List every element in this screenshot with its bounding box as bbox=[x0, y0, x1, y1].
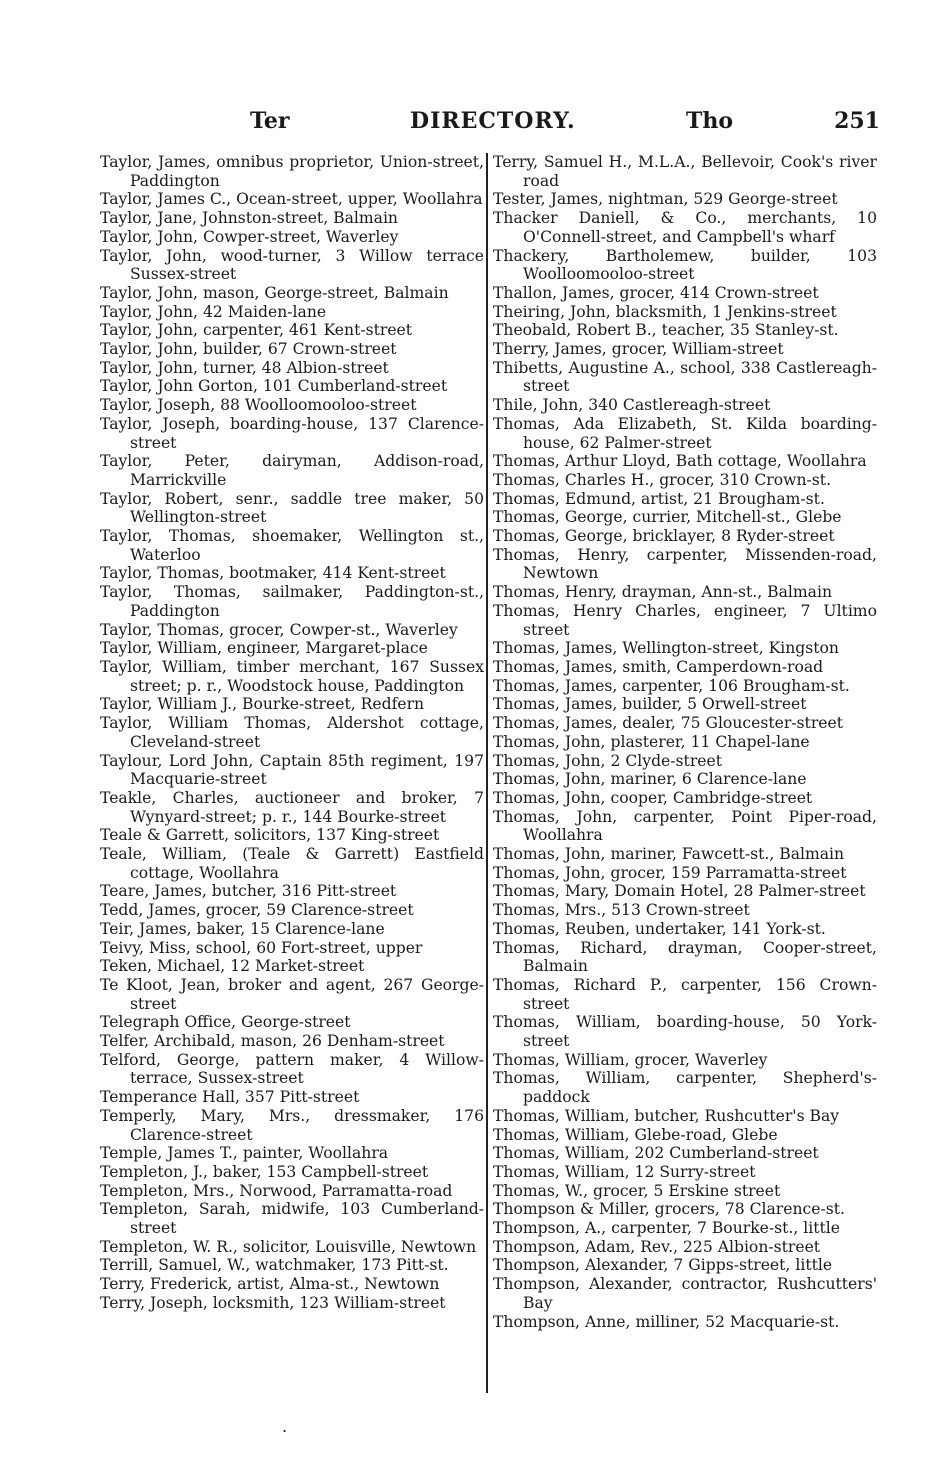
page-number: 251 bbox=[834, 108, 880, 134]
directory-entry: Thomas, W., grocer, 5 Erskine street bbox=[493, 1181, 781, 1200]
header-title: DIRECTORY. bbox=[410, 108, 576, 134]
directory-entry: Thomas, William, butcher, Rushcutter's Bay bbox=[493, 1106, 840, 1125]
page-header bbox=[100, 108, 880, 144]
directory-entry: Thomas, Edmund, artist, 21 Brougham-st. bbox=[493, 489, 825, 508]
directory-entry: Thomas, George, bricklayer, 8 Ryder-street bbox=[493, 527, 835, 546]
directory-entry: Tester, James, nightman, 529 George-street bbox=[493, 190, 838, 209]
directory-entry: Thomas, William, grocer, Waverley bbox=[493, 1050, 768, 1069]
right-column bbox=[493, 153, 877, 1331]
directory-entry: Teakle, Charles, auctioneer and broker, 7 Wynyard-street; p. r., 144 Bourke-street bbox=[100, 788, 484, 826]
directory-entry: Taylor, Robert, senr., saddle tree maker, 50 Wellington-street bbox=[100, 489, 484, 527]
directory-entry: Taylor, John, carpenter, 461 Kent-street bbox=[100, 321, 413, 340]
directory-entry: Taylor, William, engineer, Margaret-place bbox=[100, 639, 428, 658]
directory-entry: Thomas, Henry, drayman, Ann-st., Balmain bbox=[493, 583, 833, 602]
directory-entry: Teale, William, (Teale & Garrett) Eastfield cottage, Woollahra bbox=[100, 845, 484, 882]
directory-entry: Taylor, James, omnibus proprietor, Union-street, Paddington bbox=[100, 153, 484, 190]
directory-entry: Thomas, William, boarding-house, 50 York-street bbox=[493, 1013, 877, 1051]
directory-entry: Thomas, James, smith, Camperdown-road bbox=[493, 657, 824, 676]
directory-entry: Telford, George, pattern maker, 4 Willow-terrace, Sussex-street bbox=[100, 1050, 484, 1088]
directory-entry: Thomas, James, dealer, 75 Gloucester-street bbox=[493, 714, 843, 733]
directory-entry: Thomas, Charles H., grocer, 310 Crown-st. bbox=[493, 470, 832, 489]
directory-entry: Thompson, Adam, Rev., 225 Albion-street bbox=[493, 1237, 821, 1256]
directory-entry: Taylor, John, 42 Maiden-lane bbox=[100, 302, 327, 321]
directory-entry: Thile, John, 340 Castlereagh-street bbox=[493, 396, 771, 415]
directory-entry: Thomas, William, 12 Surry-street bbox=[493, 1162, 756, 1181]
directory-entry: Therry, James, grocer, William-street bbox=[493, 340, 784, 359]
directory-entry: Thomas, William, Glebe-road, Glebe bbox=[493, 1125, 778, 1144]
header-right-word: Tho bbox=[686, 108, 734, 134]
footer-mark: . bbox=[282, 1417, 288, 1436]
directory-entry: Taylor, John, mason, George-street, Balmain bbox=[100, 283, 449, 302]
directory-entry: Taylor, William Thomas, Aldershot cottage, Cleveland-street bbox=[100, 714, 484, 751]
directory-entry: Thomas, Henry, carpenter, Missenden-road, Newtown bbox=[493, 545, 877, 583]
directory-entry: Terrill, Samuel, W., watchmaker, 173 Pitt-st. bbox=[100, 1256, 449, 1275]
directory-entry: Telegraph Office, George-street bbox=[100, 1013, 351, 1032]
directory-entry: Thomas, John, mariner, Fawcett-st., Balmain bbox=[493, 845, 845, 864]
directory-entry: Taylor, Thomas, bootmaker, 414 Kent-street bbox=[100, 564, 446, 583]
directory-entry: Thomas, William, carpenter, Shepherd's-paddock bbox=[493, 1069, 877, 1107]
directory-entry: Theobald, Robert B., teacher, 35 Stanley-st. bbox=[493, 321, 839, 340]
directory-entry: Thomas, James, Wellington-street, Kingston bbox=[493, 639, 839, 658]
directory-entry: Thomas, Arthur Lloyd, Bath cottage, Woollahra bbox=[493, 452, 867, 471]
directory-entry: Taylor, John, wood-turner, 3 Willow terrace Sussex-street bbox=[100, 246, 484, 284]
directory-entry: Thompson, Alexander, 7 Gipps-street, little bbox=[493, 1256, 833, 1275]
directory-entry: Templeton, Mrs., Norwood, Parramatta-road bbox=[100, 1181, 453, 1200]
directory-entry: Taylor, Thomas, sailmaker, Paddington-st., Paddington bbox=[100, 583, 484, 620]
directory-entry: Taylor, John, builder, 67 Crown-street bbox=[100, 340, 397, 359]
directory-entry: Thompson & Miller, grocers, 78 Clarence-st. bbox=[493, 1200, 845, 1219]
directory-entry: Terry, Samuel H., M.L.A., Bellevoir, Cook's river road bbox=[493, 153, 877, 190]
directory-entry: Tedd, James, grocer, 59 Clarence-street bbox=[100, 901, 414, 920]
directory-entry: Teale & Garrett, solicitors, 137 King-street bbox=[100, 826, 440, 845]
directory-entry: Thomas, Richard P., carpenter, 156 Crown-street bbox=[493, 975, 877, 1013]
directory-entry: Terry, Joseph, locksmith, 123 William-street bbox=[100, 1293, 446, 1312]
directory-entry: Thacker Daniell, & Co., merchants, 10 O'Connell-street, and Campbell's wharf bbox=[493, 209, 877, 246]
column-divider bbox=[486, 153, 488, 1393]
directory-entry: Thomas, John, grocer, 159 Parramatta-street bbox=[493, 863, 847, 882]
directory-entry: Thompson, Alexander, contractor, Rushcutters' Bay bbox=[493, 1275, 877, 1312]
directory-entry: Theiring, John, blacksmith, 1 Jenkins-street bbox=[493, 302, 837, 321]
directory-entry: Thomas, John, 2 Clyde-street bbox=[493, 751, 723, 770]
directory-entry: Thomas, Henry Charles, engineer, 7 Ultimo street bbox=[493, 601, 877, 639]
directory-entry: Taylor, William J., Bourke-street, Redfern bbox=[100, 695, 425, 714]
directory-entry: Teir, James, baker, 15 Clarence-lane bbox=[100, 919, 385, 938]
directory-entry: Taylor, James C., Ocean-street, upper, Woollahra bbox=[100, 190, 483, 209]
directory-entry: Taylor, Joseph, boarding-house, 137 Clarence-street bbox=[100, 414, 484, 452]
directory-entry: Teivy, Miss, school, 60 Fort-street, upper bbox=[100, 938, 423, 957]
directory-entry: Thompson, A., carpenter, 7 Bourke-st., little bbox=[493, 1219, 840, 1238]
directory-entry: Taylor, John, turner, 48 Albion-street bbox=[100, 358, 389, 377]
header-left-word: Ter bbox=[250, 108, 290, 134]
directory-entry: Thomas, James, carpenter, 106 Brougham-st. bbox=[493, 676, 850, 695]
directory-entry: Thomas, George, currier, Mitchell-st., Glebe bbox=[493, 508, 842, 527]
directory-entry: Te Kloot, Jean, broker and agent, 267 George-street bbox=[100, 975, 484, 1013]
directory-entry: Teken, Michael, 12 Market-street bbox=[100, 957, 365, 976]
directory-entry: Thomas, James, builder, 5 Orwell-street bbox=[493, 695, 807, 714]
directory-entry: Thomas, John, carpenter, Point Piper-road, Woollahra bbox=[493, 807, 877, 845]
directory-entry: Teare, James, butcher, 316 Pitt-street bbox=[100, 882, 397, 901]
directory-entry: Thomas, John, mariner, 6 Clarence-lane bbox=[493, 770, 807, 789]
directory-entry: Thomas, Ada Elizabeth, St. Kilda boarding-house, 62 Palmer-street bbox=[493, 414, 877, 452]
directory-entry: Temple, James T., painter, Woollahra bbox=[100, 1144, 389, 1163]
directory-entry: Templeton, W. R., solicitor, Louisville, Newtown bbox=[100, 1237, 477, 1256]
directory-entry: Temperly, Mary, Mrs., dressmaker, 176 Clarence-street bbox=[100, 1106, 484, 1144]
directory-entry: Thomas, Mrs., 513 Crown-street bbox=[493, 901, 750, 920]
left-column bbox=[100, 153, 484, 1313]
directory-entry: Telfer, Archibald, mason, 26 Denham-street bbox=[100, 1032, 445, 1051]
directory-entry: Taylor, John, Cowper-street, Waverley bbox=[100, 227, 399, 246]
directory-entry: Thallon, James, grocer, 414 Crown-street bbox=[493, 283, 819, 302]
directory-entry: Taylor, John Gorton, 101 Cumberland-street bbox=[100, 377, 448, 396]
directory-entry: Taylor, William, timber merchant, 167 Sussex street; p. r., Woodstock house, Paddington bbox=[100, 657, 484, 695]
directory-entry: Terry, Frederick, artist, Alma-st., Newtown bbox=[100, 1275, 440, 1294]
directory-entry: Thomas, Reuben, undertaker, 141 York-st. bbox=[493, 919, 826, 938]
directory-entry: Thomas, John, cooper, Cambridge-street bbox=[493, 788, 813, 807]
directory-entry: Thomas, John, plasterer, 11 Chapel-lane bbox=[493, 732, 810, 751]
directory-entry: Taylor, Thomas, shoemaker, Wellington st., Waterloo bbox=[100, 527, 484, 564]
directory-entry: Thomas, Mary, Domain Hotel, 28 Palmer-street bbox=[493, 882, 866, 901]
directory-entry: Thompson, Anne, milliner, 52 Macquarie-st. bbox=[493, 1312, 840, 1331]
directory-entry: Taylor, Peter, dairyman, Addison-road, Marrickville bbox=[100, 452, 484, 489]
directory-entry: Thomas, William, 202 Cumberland-street bbox=[493, 1144, 819, 1163]
directory-entry: Taylor, Joseph, 88 Woolloomooloo-street bbox=[100, 396, 417, 415]
directory-entry: Thibetts, Augustine A., school, 338 Castlereagh-street bbox=[493, 358, 877, 396]
directory-entry: Taylor, Jane, Johnston-street, Balmain bbox=[100, 209, 398, 228]
directory-entry: Thackery, Bartholemew, builder, 103 Woolloomooloo-street bbox=[493, 246, 877, 284]
directory-entry: Temperance Hall, 357 Pitt-street bbox=[100, 1088, 360, 1107]
directory-entry: Templeton, J., baker, 153 Campbell-street bbox=[100, 1162, 429, 1181]
directory-entry: Taylour, Lord John, Captain 85th regiment, 197 Macquarie-street bbox=[100, 751, 484, 789]
directory-entry: Templeton, Sarah, midwife, 103 Cumberland-street bbox=[100, 1200, 484, 1238]
directory-entry: Taylor, Thomas, grocer, Cowper-st., Waverley bbox=[100, 620, 458, 639]
directory-entry: Thomas, Richard, drayman, Cooper-street, Balmain bbox=[493, 938, 877, 976]
